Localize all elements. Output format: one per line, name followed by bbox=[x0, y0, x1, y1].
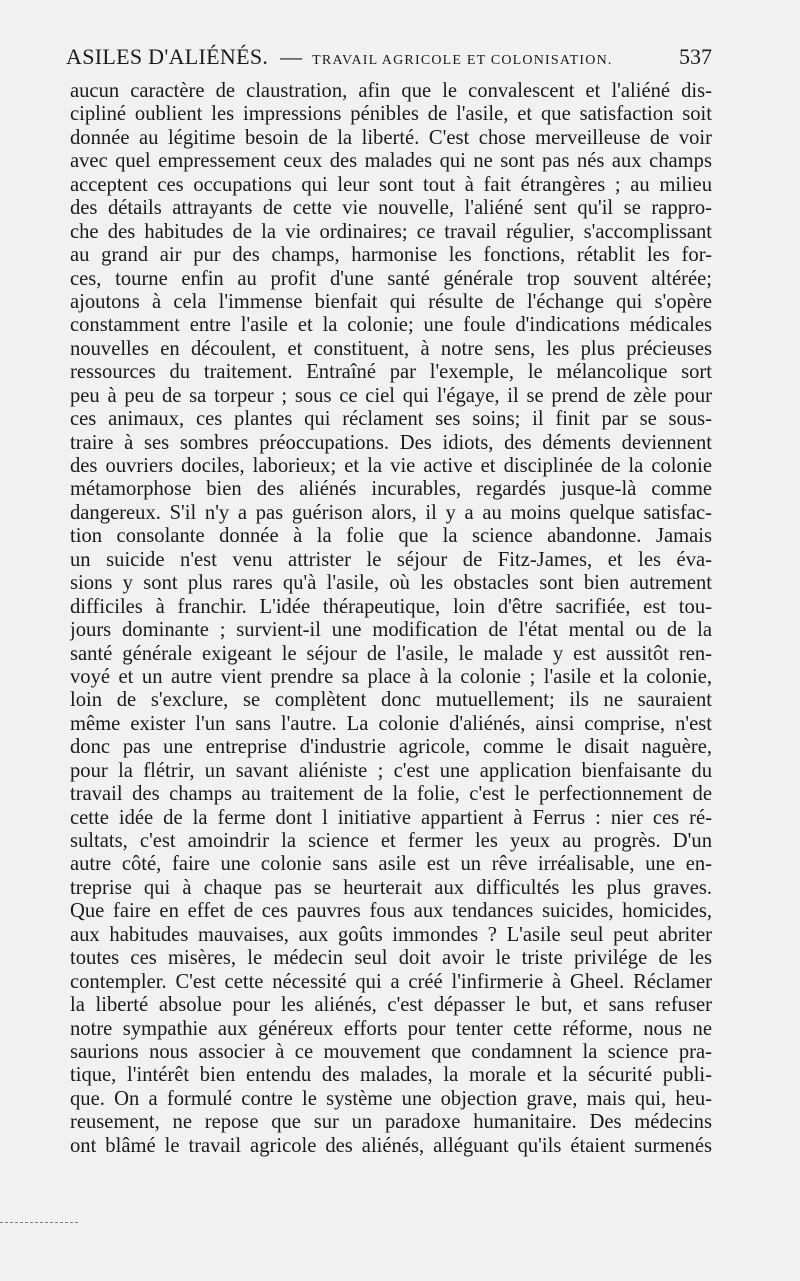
text-line: la liberté absolue pour les aliénés, c'est dépasser le but, et sans refuser bbox=[70, 994, 712, 1017]
footer-rule bbox=[0, 1222, 78, 1223]
text-line: ont blâmé le travail agricole des aliénés, alléguant qu'ils étaient surmenés bbox=[70, 1134, 712, 1157]
text-line: donnée au légitime besoin de la liberté. C'est chose merveilleuse de voir bbox=[70, 126, 712, 149]
text-line: Que faire en effet de ces pauvres fous aux tendances suicides, homicides, bbox=[70, 900, 712, 923]
text-line: acceptent ces occupations qui leur sont tout à fait étrangères ; au milieu bbox=[70, 173, 712, 196]
text-line: reusement, ne repose que sur un paradoxe humanitaire. Des médecins bbox=[70, 1111, 712, 1134]
text-line: cipliné oublient les impressions pénibles de l'asile, et que satisfaction soit bbox=[70, 103, 712, 126]
running-title-sub: TRAVAIL AGRICOLE ET COLONISATION. bbox=[312, 53, 613, 68]
text-line: voyé et un autre vient prendre sa place à la colonie ; l'asile et la colonie, bbox=[70, 665, 712, 688]
text-line: ces animaux, ces plantes qui réclament ses soins; il finit par se sous- bbox=[70, 408, 712, 431]
text-line: un suicide n'est venu attrister le séjour de Fitz-James, et les éva- bbox=[70, 548, 712, 571]
text-line: notre sympathie aux généreux efforts pour tenter cette réforme, nous ne bbox=[70, 1017, 712, 1040]
text-line: aucun caractère de claustration, afin que le convalescent et l'aliéné dis- bbox=[70, 80, 712, 102]
running-title-dash: — bbox=[280, 44, 303, 69]
text-line: des ouvriers dociles, laborieux; et la vie active et disciplinée de la colonie bbox=[70, 455, 712, 477]
text-line: saurions nous associer à ce mouvement que condamnent la science pra- bbox=[70, 1040, 712, 1063]
text-line: au grand air pur des champs, harmonise les fonctions, rétablit les for- bbox=[70, 244, 712, 267]
text-line: toutes ces misères, le médecin seul doit avoir le triste privilége de les bbox=[70, 947, 712, 970]
text-line: sions y sont plus rares qu'à l'asile, où les obstacles sont bien autrement bbox=[70, 572, 712, 595]
text-line: que. On a formulé contre le système une objection grave, mais qui, heu- bbox=[70, 1087, 712, 1110]
text-line: jours dominante ; survient-il une modification de l'état mental ou de la bbox=[70, 619, 712, 642]
text-line: tion consolante donnée à la folie que la science abandonne. Jamais bbox=[70, 525, 712, 548]
text-line: loin de s'exclure, se complètent donc mutuellement; ils ne sauraient bbox=[70, 689, 712, 712]
text-line: ajoutons à cela l'immense bienfait qui résulte de l'échange qui s'opère bbox=[70, 290, 712, 313]
text-line: treprise qui à chaque pas se heurterait aux difficultés les plus graves. bbox=[70, 876, 712, 899]
text-line: dangereux. S'il n'y a pas guérison alors, il y a au moins quelque satisfac- bbox=[70, 501, 712, 524]
body-text bbox=[70, 80, 712, 1158]
running-title-main: ASILES D'ALIÉNÉS. bbox=[66, 44, 269, 69]
text-line: che des habitudes de la vie ordinaires; ce travail régulier, s'accomplissant bbox=[70, 220, 712, 243]
text-line: nouvelles en découlent, et constituent, à notre sens, les plus précieuses bbox=[70, 337, 712, 360]
text-line: métamorphose bien des aliénés incurables, regardés jusque-là comme bbox=[70, 478, 712, 501]
text-line: pour la flétrir, un savant aliéniste ; c'est une application bienfaisante du bbox=[70, 759, 712, 782]
text-line: des détails attrayants de cette vie nouvelle, l'aliéné sent qu'il se rappro- bbox=[70, 197, 712, 220]
text-line: cette idée de la ferme dont l initiative appartient à Ferrus : nier ces ré- bbox=[70, 806, 712, 829]
running-header bbox=[66, 44, 712, 76]
text-line: même exister l'un sans l'autre. La colonie d'aliénés, ainsi comprise, n'est bbox=[70, 712, 712, 735]
text-line: traire à ses sombres préoccupations. Des idiots, des déments deviennent bbox=[70, 431, 712, 454]
text-line: peu à peu de sa torpeur ; sous ce ciel qui l'égaye, il se prend de zèle pour bbox=[70, 384, 712, 407]
text-line: aux habitudes mauvaises, aux goûts immondes ? L'asile seul peut abriter bbox=[70, 923, 712, 946]
text-line: avec quel empressement ceux des malades qui ne sont pas nés aux champs bbox=[70, 150, 712, 173]
text-line: sultats, c'est amoindrir la science et fermer les yeux au progrès. D'un bbox=[70, 830, 712, 852]
text-line: santé générale exigeant le séjour de l'asile, le malade y est aussitôt ren- bbox=[70, 642, 712, 665]
text-line: contempler. C'est cette nécessité qui a créé l'infirmerie à Gheel. Réclamer bbox=[70, 970, 712, 993]
page-number: 537 bbox=[679, 44, 712, 69]
text-line: travail des champs au traitement de la folie, c'est le perfectionnement de bbox=[70, 783, 712, 806]
text-line: autre côté, faire une colonie sans asile est un rêve irréalisable, une en- bbox=[70, 853, 712, 876]
text-line: constamment entre l'asile et la colonie; une foule d'indications médicales bbox=[70, 314, 712, 337]
text-line: ces, tourne enfin au profit d'une santé générale trop souvent altérée; bbox=[70, 267, 712, 290]
text-line: difficiles à franchir. L'idée thérapeutique, loin d'être sacrifiée, est tou- bbox=[70, 595, 712, 618]
text-line: tique, l'intérêt bien entendu des malades, la morale et la sécurité publi- bbox=[70, 1064, 712, 1087]
text-line: ressources du traitement. Entraîné par l'exemple, le mélancolique sort bbox=[70, 361, 712, 384]
text-line: donc pas une entreprise d'industrie agricole, comme le disait naguère, bbox=[70, 736, 712, 759]
